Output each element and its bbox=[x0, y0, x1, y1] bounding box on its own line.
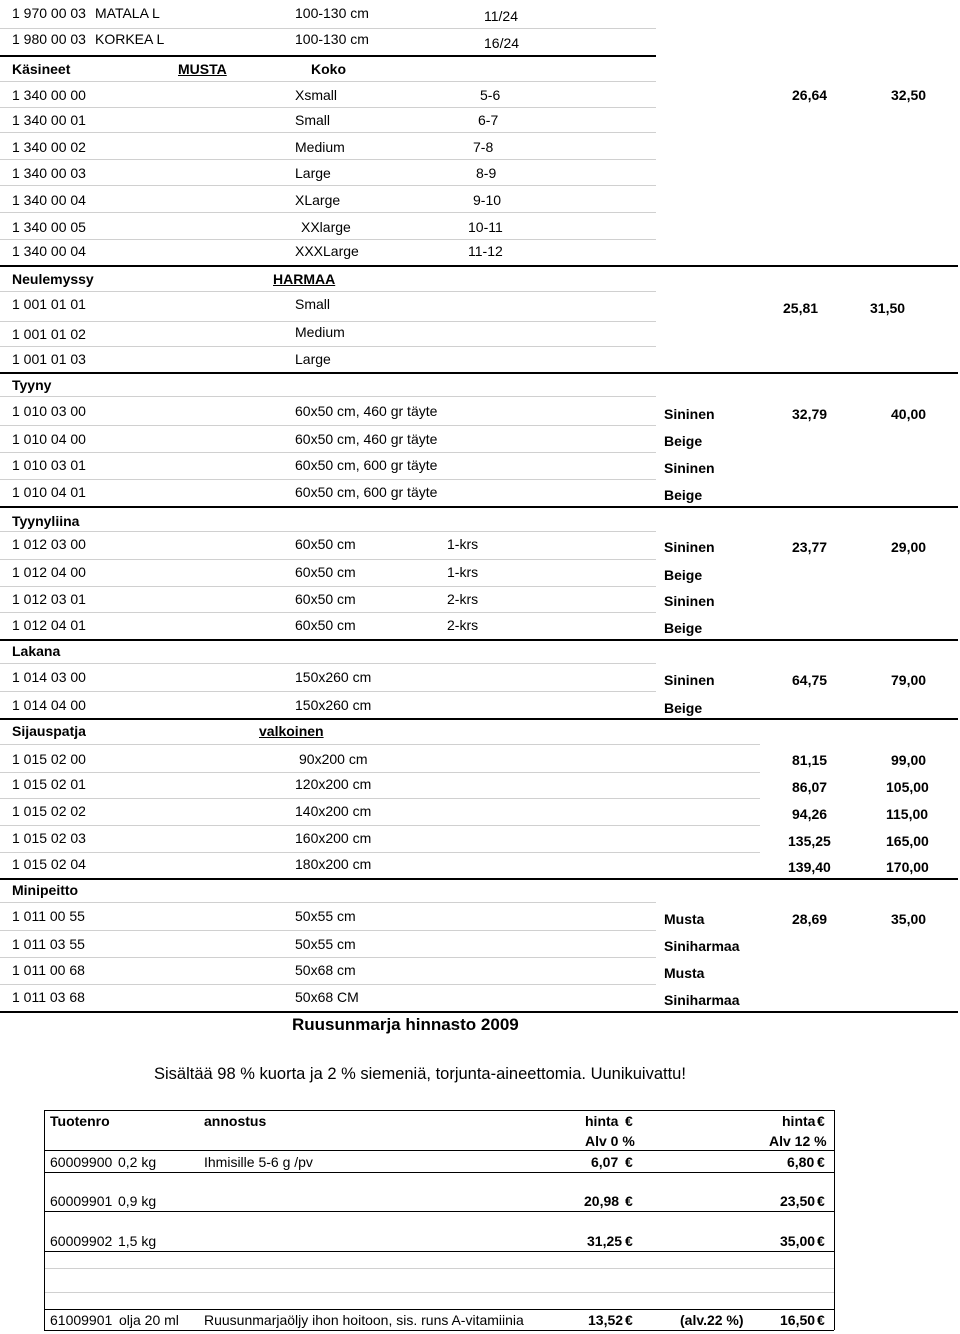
price-list-subtitle: Sisältää 98 % kuorta ja 2 % siemeniä, torjunta-aineettomia. Uunikuivattu! bbox=[154, 1065, 686, 1083]
product-code: 60009902 bbox=[50, 1233, 113, 1249]
row-divider bbox=[0, 28, 656, 29]
section-title: Minipeitto bbox=[12, 882, 79, 898]
row-divider bbox=[0, 185, 656, 186]
section-divider bbox=[0, 265, 958, 267]
product-size: 100-130 cm bbox=[295, 31, 369, 47]
price-alv: 99,00 bbox=[891, 752, 927, 768]
section-divider bbox=[0, 55, 656, 57]
product-koko: 5-6 bbox=[480, 87, 501, 103]
product-code: 1 015 02 00 bbox=[12, 751, 86, 767]
product-desc: 90x200 cm bbox=[299, 751, 368, 767]
product-code: 1 010 04 00 bbox=[12, 431, 86, 447]
row-divider bbox=[0, 825, 760, 826]
product-krs: 2-krs bbox=[447, 591, 479, 607]
section-divider bbox=[0, 718, 958, 720]
product-size: Small bbox=[295, 112, 331, 128]
product-desc: 60x50 cm, 600 gr täyte bbox=[295, 484, 438, 500]
price-alv12: 35,00 bbox=[780, 1233, 816, 1249]
row-divider bbox=[44, 1292, 834, 1293]
product-code: 60009900 bbox=[50, 1154, 113, 1170]
product-code: 61009901 bbox=[50, 1312, 113, 1328]
product-desc: 60x50 cm bbox=[295, 536, 356, 552]
product-desc: 50x68 CM bbox=[295, 989, 359, 1005]
product-size: Xsmall bbox=[295, 87, 338, 103]
product-code: 1 015 02 02 bbox=[12, 803, 86, 819]
alv-note: (alv.22 %) bbox=[680, 1312, 744, 1328]
price-alv: 32,50 bbox=[891, 87, 927, 103]
product-code: 1 011 03 68 bbox=[12, 989, 85, 1005]
product-desc: 150x260 cm bbox=[295, 697, 372, 713]
price-alv0: 26,64 bbox=[792, 87, 828, 103]
euro-icon: € bbox=[625, 1193, 633, 1209]
product-desc: 120x200 cm bbox=[295, 776, 372, 792]
price-alv12: 23,50 bbox=[780, 1193, 816, 1209]
product-desc: 60x50 cm, 460 gr täyte bbox=[295, 403, 438, 419]
price-alv: 29,00 bbox=[891, 539, 927, 555]
row-divider bbox=[0, 612, 656, 613]
product-qty: olja 20 ml bbox=[119, 1312, 179, 1328]
product-name: MATALA L bbox=[95, 5, 160, 21]
section-title: Neulemyssy bbox=[12, 271, 94, 287]
section-divider bbox=[0, 506, 958, 508]
section-divider bbox=[0, 878, 958, 880]
section-title: Käsineet bbox=[12, 61, 71, 77]
euro-icon: € bbox=[625, 1312, 633, 1328]
product-code: 1 011 03 55 bbox=[12, 936, 85, 952]
product-desc: 140x200 cm bbox=[295, 803, 372, 819]
product-desc: 180x200 cm bbox=[295, 856, 372, 872]
product-code: 1 340 00 04 bbox=[12, 243, 86, 259]
product-krs: 1-krs bbox=[447, 536, 479, 552]
price-alv0: 32,79 bbox=[792, 406, 828, 422]
row-divider bbox=[44, 1268, 834, 1269]
header-price-alv12-sub: Alv 12 % bbox=[769, 1133, 827, 1149]
product-desc: 160x200 cm bbox=[295, 830, 372, 846]
row-divider bbox=[0, 691, 656, 692]
price-alv: 35,00 bbox=[891, 911, 927, 927]
product-color: Sininen bbox=[664, 460, 715, 476]
euro-icon: € bbox=[817, 1312, 825, 1328]
product-krs: 1-krs bbox=[447, 564, 479, 580]
product-color: Beige bbox=[664, 567, 703, 583]
row-divider bbox=[0, 452, 656, 453]
product-size: XXXLarge bbox=[295, 243, 359, 259]
product-code: 1 340 00 03 bbox=[12, 165, 86, 181]
section-title: Lakana bbox=[12, 643, 61, 659]
product-code: 1 340 00 00 bbox=[12, 87, 86, 103]
price-alv: 165,00 bbox=[886, 833, 929, 849]
product-code: 1 012 03 01 bbox=[12, 591, 86, 607]
price-alv0: 139,40 bbox=[788, 859, 831, 875]
row-divider bbox=[44, 1150, 834, 1151]
row-divider bbox=[44, 1211, 834, 1212]
product-code: 1 980 00 03 bbox=[12, 31, 86, 47]
price-alv0: 81,15 bbox=[792, 752, 828, 768]
price-alv: 115,00 bbox=[886, 806, 929, 822]
section-color: MUSTA bbox=[178, 61, 227, 77]
price-alv0: 31,25 bbox=[587, 1233, 623, 1249]
section-divider bbox=[0, 372, 958, 374]
product-color: Beige bbox=[664, 433, 703, 449]
product-color: Musta bbox=[664, 965, 705, 981]
price-alv22: 16,50 bbox=[780, 1312, 816, 1328]
product-count: 11/24 bbox=[484, 8, 518, 24]
euro-icon: € bbox=[625, 1154, 633, 1170]
product-koko: 6-7 bbox=[478, 112, 499, 128]
product-desc: 60x50 cm bbox=[295, 617, 356, 633]
product-koko: 11-12 bbox=[468, 243, 503, 259]
row-divider bbox=[0, 425, 656, 426]
row-divider bbox=[0, 957, 656, 958]
row-divider bbox=[0, 212, 656, 213]
product-count: 16/24 bbox=[484, 35, 520, 51]
row-divider bbox=[0, 852, 760, 853]
price-list-heading: Ruusunmarja hinnasto 2009 bbox=[292, 1015, 519, 1034]
price-alv0: 25,81 bbox=[783, 300, 819, 316]
product-size: Medium bbox=[295, 324, 345, 340]
product-koko: 9-10 bbox=[473, 192, 502, 208]
product-code: 1 010 03 00 bbox=[12, 403, 86, 419]
product-dose: Ruusunmarjaöljy ihon hoitoon, sis. runs A-vitamiinia bbox=[204, 1312, 524, 1328]
product-code: 1 340 00 02 bbox=[12, 139, 86, 155]
product-desc: 50x55 cm bbox=[295, 908, 356, 924]
product-code: 1 012 04 01 bbox=[12, 617, 86, 633]
section-color: valkoinen bbox=[259, 723, 324, 739]
product-code: 1 340 00 01 bbox=[12, 112, 86, 128]
price-alv: 31,50 bbox=[870, 300, 906, 316]
product-koko: 8-9 bbox=[476, 165, 497, 181]
row-divider bbox=[44, 1172, 834, 1173]
product-code: 1 014 03 00 bbox=[12, 669, 86, 685]
row-divider bbox=[0, 107, 656, 108]
section-color: HARMAA bbox=[273, 271, 336, 287]
product-koko: 7-8 bbox=[473, 139, 494, 155]
row-divider bbox=[0, 479, 656, 480]
product-size: 100-130 cm bbox=[295, 5, 369, 21]
product-code: 1 001 01 03 bbox=[12, 351, 86, 367]
product-code: 1 001 01 01 bbox=[12, 296, 86, 312]
row-divider bbox=[0, 772, 760, 773]
row-divider bbox=[0, 81, 656, 82]
price-alv0: 64,75 bbox=[792, 672, 828, 688]
product-color: Beige bbox=[664, 487, 703, 503]
price-alv: 105,00 bbox=[886, 779, 929, 795]
section-title: Tyynyliina bbox=[12, 513, 80, 529]
product-koko: 10-11 bbox=[468, 219, 503, 235]
product-desc: 60x50 cm, 460 gr täyte bbox=[295, 431, 438, 447]
row-divider bbox=[0, 559, 656, 560]
euro-icon: € bbox=[625, 1233, 633, 1249]
product-code: 1 340 00 04 bbox=[12, 192, 86, 208]
section-divider bbox=[0, 1011, 958, 1013]
section-title: Tyyny bbox=[12, 377, 52, 393]
header-price-alv12: hinta bbox=[782, 1113, 816, 1129]
euro-icon: € bbox=[817, 1154, 825, 1170]
product-code: 1 001 01 02 bbox=[12, 326, 86, 342]
product-code: 1 011 00 68 bbox=[12, 962, 85, 978]
product-size: Large bbox=[295, 165, 331, 181]
row-divider bbox=[0, 663, 656, 664]
product-color: Beige bbox=[664, 620, 703, 636]
row-divider bbox=[44, 1251, 834, 1252]
product-code: 1 970 00 03 bbox=[12, 5, 86, 21]
section-divider bbox=[0, 639, 958, 641]
euro-icon: € bbox=[817, 1113, 825, 1129]
product-code: 1 340 00 05 bbox=[12, 219, 86, 235]
product-code: 1 012 03 00 bbox=[12, 536, 86, 552]
product-code: 1 010 03 01 bbox=[12, 457, 86, 473]
product-code: 1 010 04 01 bbox=[12, 484, 86, 500]
price-alv0: 20,98 bbox=[584, 1193, 620, 1209]
product-code: 1 011 00 55 bbox=[12, 908, 85, 924]
row-divider bbox=[0, 586, 656, 587]
euro-icon: € bbox=[817, 1233, 825, 1249]
row-divider bbox=[44, 1309, 834, 1310]
row-divider bbox=[0, 984, 656, 985]
product-desc: 50x55 cm bbox=[295, 936, 356, 952]
header-product: Tuotenro bbox=[50, 1113, 110, 1129]
product-size: Large bbox=[295, 351, 331, 367]
product-desc: 60x50 cm, 600 gr täyte bbox=[295, 457, 438, 473]
product-color: Sininen bbox=[664, 593, 715, 609]
koko-header: Koko bbox=[311, 61, 346, 77]
product-color: Musta bbox=[664, 911, 705, 927]
row-divider bbox=[0, 930, 656, 931]
table-top-border bbox=[44, 1110, 834, 1111]
price-alv: 170,00 bbox=[886, 859, 929, 875]
section-title: Sijauspatja bbox=[12, 723, 86, 739]
price-alv0: 86,07 bbox=[792, 779, 828, 795]
row-divider bbox=[0, 321, 656, 322]
product-code: 1 015 02 04 bbox=[12, 856, 86, 872]
product-size: Medium bbox=[295, 139, 345, 155]
price-alv: 40,00 bbox=[891, 406, 927, 422]
price-alv0: 94,26 bbox=[792, 806, 828, 822]
table-right-border bbox=[834, 1110, 835, 1330]
price-alv0: 135,25 bbox=[788, 833, 831, 849]
price-alv0: 6,07 bbox=[591, 1154, 619, 1170]
product-qty: 0,9 kg bbox=[118, 1193, 157, 1209]
product-dose: Ihmisille 5-6 g /pv bbox=[204, 1154, 313, 1170]
product-qty: 1,5 kg bbox=[118, 1233, 157, 1249]
row-divider bbox=[0, 346, 656, 347]
price-alv0: 13,52 bbox=[588, 1312, 624, 1328]
price-alv12: 6,80 bbox=[787, 1154, 815, 1170]
product-desc: 60x50 cm bbox=[295, 564, 356, 580]
row-divider bbox=[0, 902, 656, 903]
product-desc: 150x260 cm bbox=[295, 669, 372, 685]
product-code: 1 012 04 00 bbox=[12, 564, 86, 580]
euro-icon: € bbox=[625, 1113, 633, 1129]
product-krs: 2-krs bbox=[447, 617, 479, 633]
row-divider bbox=[0, 798, 760, 799]
price-alv0: 28,69 bbox=[792, 911, 828, 927]
header-price-alv0-sub: Alv 0 % bbox=[585, 1133, 635, 1149]
product-color: Sininen bbox=[664, 539, 715, 555]
product-qty: 0,2 kg bbox=[118, 1154, 157, 1170]
row-divider bbox=[0, 396, 656, 397]
product-color: Siniharmaa bbox=[664, 992, 740, 1008]
row-divider bbox=[0, 291, 656, 292]
product-name: KORKEA L bbox=[95, 31, 165, 47]
product-color: Sininen bbox=[664, 406, 715, 422]
product-size: XLarge bbox=[295, 192, 341, 208]
product-color: Sininen bbox=[664, 672, 715, 688]
product-color: Siniharmaa bbox=[664, 938, 740, 954]
product-code: 1 015 02 01 bbox=[12, 776, 86, 792]
header-dose: annostus bbox=[204, 1113, 267, 1129]
product-desc: 50x68 cm bbox=[295, 962, 356, 978]
price-alv: 79,00 bbox=[891, 672, 927, 688]
row-divider bbox=[0, 159, 656, 160]
row-divider bbox=[0, 744, 760, 745]
euro-icon: € bbox=[817, 1193, 825, 1209]
product-size: Small bbox=[295, 296, 331, 312]
product-code: 60009901 bbox=[50, 1193, 113, 1209]
product-color: Beige bbox=[664, 700, 703, 716]
header-price-alv0: hinta bbox=[585, 1113, 619, 1129]
product-size: XXlarge bbox=[301, 219, 351, 235]
product-code: 1 014 04 00 bbox=[12, 697, 86, 713]
product-code: 1 015 02 03 bbox=[12, 830, 86, 846]
table-left-border bbox=[44, 1110, 45, 1330]
row-divider bbox=[0, 531, 656, 532]
price-alv0: 23,77 bbox=[792, 539, 828, 555]
row-divider bbox=[0, 132, 656, 133]
table-bottom-border bbox=[44, 1330, 834, 1331]
product-desc: 60x50 cm bbox=[295, 591, 356, 607]
row-divider bbox=[0, 239, 656, 240]
